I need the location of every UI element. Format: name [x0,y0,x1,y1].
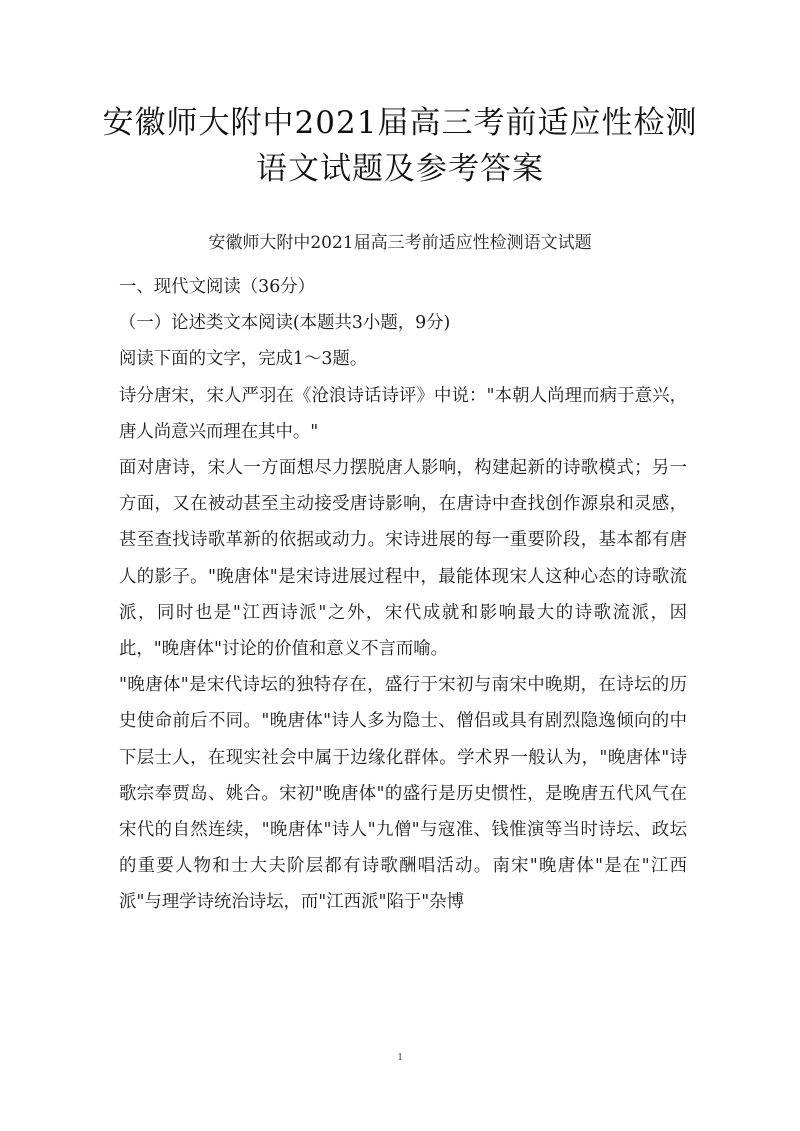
paragraph: 面对唐诗，宋人一方面想尽力摆脱唐人影响，构建起新的诗歌模式；另一方面，又在被动甚至主动接受唐诗影响，在唐诗中查找创作源泉和灵感，甚至查找诗歌革新的依据或动力。宋诗进展的每一重要阶段，基本都有唐人的影子。"晚唐体"是宋诗进展过程中，最能体现宋人这种心态的诗歌流派，同时也是"江西诗派"之外，宋代成就和影响最大的诗歌流派，因此，"晚唐体"讨论的价值和意义不言而喻。 [119,458,687,660]
subsection-heading: （一）论述类文本阅读(本题共3小题，9分) [119,313,451,334]
body-text [119,269,687,921]
page-title-line-2: 语文试题及参考答案 [256,151,544,187]
page-title-line-1: 安徽师大附中2021届高三考前适应性检测 [102,105,698,141]
reading-instruction: 阅读下面的文字，完成1～3题。 [119,349,368,370]
section-heading: 一、现代文阅读（36分） [119,277,316,297]
paragraph: "晚唐体"是宋代诗坛的独特存在，盛行于宋初与南宋中晚期，在诗坛的历史使命前后不同。"晚唐体"诗人多为隐士、僧侣或具有剧烈隐逸倾向的中下层士人，在现实社会中属于边缘化群体。学术界一般认为，"晚唐体"诗歌宗奉贾岛、姚合。宋初"晚唐体"的盛行是历史惯性，是晚唐五代风气在宋代的自然连续，"晚唐体"诗人"九僧"与寇准、钱惟演等当时诗坛、政坛的重要人物和士大夫阶层都有诗歌酬唱活动。南宋"晚唐体"是在"江西派"与理学诗统治诗坛，而"江西派"陷于"杂博 [119,675,687,913]
page-number: 1 [397,1051,403,1063]
exam-subtitle: 安徽师大附中2021届高三考前适应性检测语文试题 [208,233,592,253]
paragraph: 诗分唐宋，宋人严羽在《沧浪诗话诗评》中说："本朝人尚理而病于意兴，唐人尚意兴而理在其中。" [119,385,687,442]
